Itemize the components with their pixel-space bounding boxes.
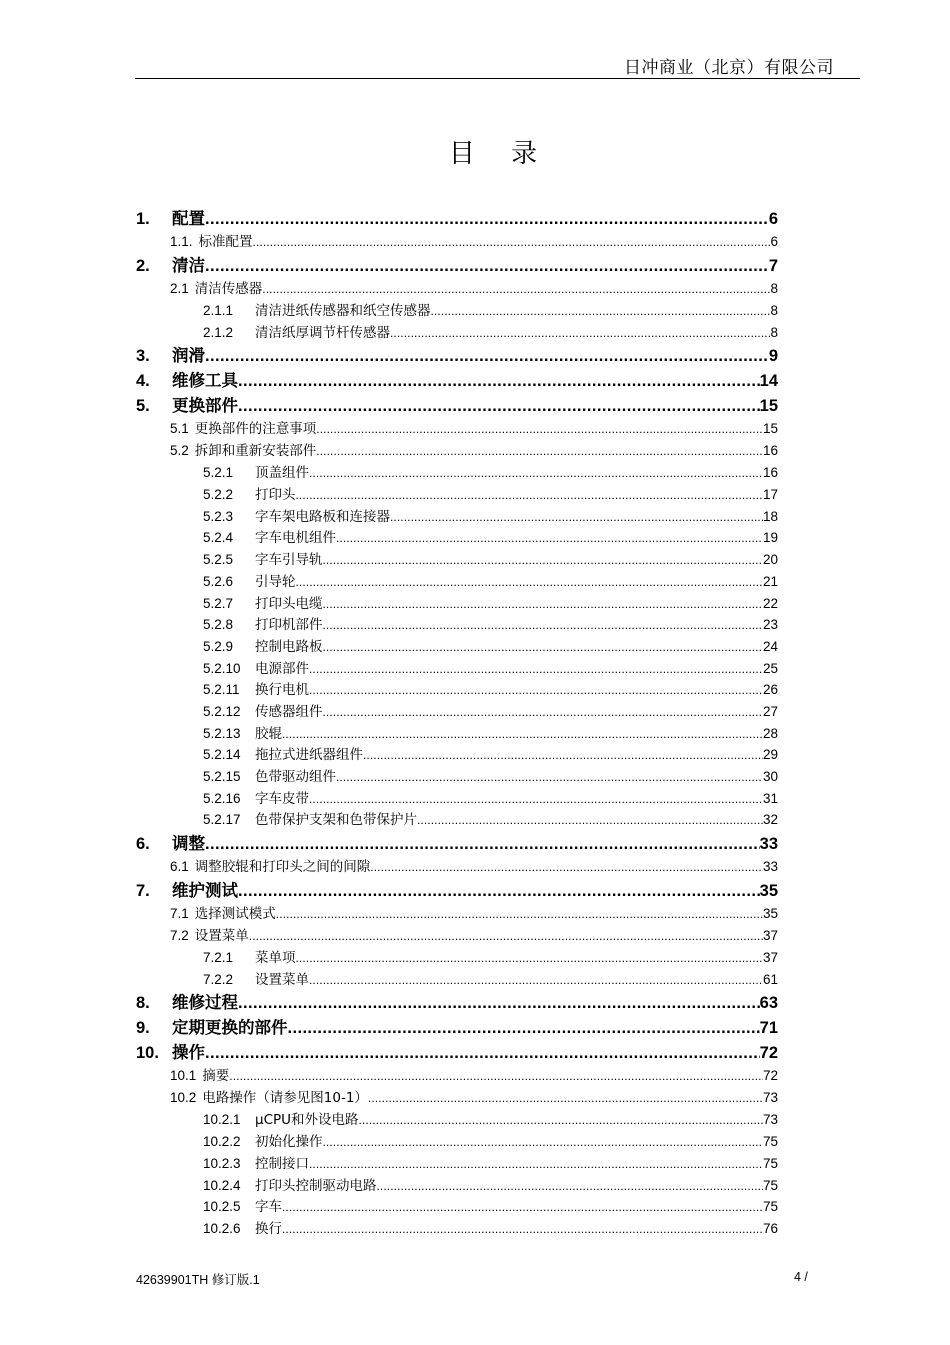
toc-entry[interactable] (136, 1174, 778, 1196)
toc-leader-dots (253, 235, 771, 249)
toc-entry-label: 维护测试 (172, 881, 238, 901)
toc-entry-page: 9 (768, 347, 778, 366)
toc-leader-dots (323, 640, 763, 654)
toc-entry-page: 37 (762, 928, 778, 944)
footer-document-id: 42639901TH 修订版.1 (136, 1273, 260, 1287)
toc-entry-number: 5.1 (170, 421, 189, 437)
toc-entry-page: 8 (770, 303, 778, 318)
toc-entry-label: 字车架电路板和连接器 (255, 508, 390, 525)
toc-entry-number: 7.2.1 (203, 950, 234, 966)
toc-entry[interactable] (136, 592, 778, 614)
toc-leader-dots (238, 882, 760, 901)
toc-leader-dots (205, 1044, 760, 1063)
toc-leader-dots (359, 1113, 763, 1127)
toc-entry[interactable] (136, 678, 778, 700)
toc-leader-dots (323, 1135, 763, 1149)
toc-leader-dots (205, 347, 769, 366)
toc-entry-page: 33 (759, 835, 778, 854)
toc-entry[interactable] (136, 1039, 778, 1064)
toc-entry-number: 5.2.4 (203, 530, 234, 546)
toc-entry-number: 5.2.16 (203, 790, 241, 806)
toc-entry-page: 20 (762, 552, 778, 568)
toc-leader-dots (417, 813, 763, 827)
toc-entry[interactable] (136, 808, 778, 830)
toc-entry[interactable] (136, 700, 778, 722)
toc-entry-label: 更换部件 (172, 396, 238, 416)
toc-entry-label: 拆卸和重新安装部件 (194, 443, 317, 460)
toc-entry-number: 8. (136, 994, 150, 1013)
toc-entry[interactable] (136, 765, 778, 787)
toc-entry[interactable] (136, 570, 778, 592)
toc-entry-page: 7 (768, 257, 778, 275)
toc-entry-label: 更换部件的注意事项 (194, 421, 317, 438)
toc-entry-label: 打印头控制驱动电路 (255, 1177, 377, 1194)
toc-entry-page: 75 (762, 1155, 778, 1171)
toc-entry[interactable] (136, 946, 778, 968)
toc-entry-page: 6 (768, 210, 778, 228)
toc-entry-number: 7.1 (170, 906, 189, 922)
toc-entry[interactable] (136, 439, 778, 461)
toc-leader-dots (282, 727, 763, 741)
toc-entry-number: 5.2.11 (203, 682, 240, 698)
toc-entry-number: 5.2.9 (203, 638, 234, 654)
toc-entry-label: μCPU和外设电路 (255, 1112, 359, 1129)
toc-entry-number: 5.2.1 (203, 465, 234, 481)
toc-entry-number: 2.1 (170, 281, 189, 296)
toc-entry-page: 75 (762, 1177, 778, 1193)
toc-entry-label: 设置菜单 (194, 928, 249, 945)
toc-entry[interactable] (136, 417, 778, 439)
toc-leader-dots (323, 618, 763, 632)
toc-entry-page: 71 (759, 1019, 778, 1038)
toc-entry-number: 10.2.2 (203, 1134, 241, 1150)
toc-entry-page: 75 (762, 1134, 778, 1150)
toc-entry[interactable] (136, 635, 778, 657)
toc-entry-page: 27 (762, 703, 778, 719)
toc-entry-label: 电路操作（请参见图10-1） (202, 1090, 368, 1107)
toc-entry-label: 操作 (172, 1043, 205, 1063)
toc-entry-number: 5.2.3 (203, 508, 234, 524)
toc-entry[interactable] (136, 787, 778, 809)
toc-leader-dots (309, 792, 763, 806)
toc-entry-page: 72 (759, 1044, 778, 1063)
toc-entry-number: 2. (136, 257, 150, 275)
toc-entry-page: 21 (762, 573, 778, 589)
toc-leader-dots (205, 210, 769, 229)
toc-leader-dots (296, 951, 763, 965)
toc-entry-page: 25 (762, 660, 778, 676)
toc-entry-number: 5.2.13 (203, 725, 241, 741)
toc-entry-number: 5.2.6 (203, 573, 234, 589)
toc-leader-dots (377, 1179, 763, 1193)
toc-entry-number: 6. (136, 835, 150, 854)
toc-entry-page: 35 (762, 906, 778, 922)
toc-entry-page: 8 (770, 324, 778, 340)
toc-entry[interactable] (136, 1064, 778, 1086)
toc-leader-dots (309, 1157, 763, 1171)
table-of-contents (136, 205, 778, 1239)
toc-entry-page: 31 (762, 790, 778, 806)
toc-entry-label: 胶辊 (255, 725, 282, 742)
toc-entry-page: 24 (762, 638, 778, 654)
toc-leader-dots (309, 973, 763, 987)
toc-leader-dots (276, 907, 763, 921)
toc-leader-dots (309, 466, 763, 480)
toc-entry[interactable] (136, 299, 778, 321)
toc-leader-dots (296, 575, 763, 589)
toc-entry-label: 菜单项 (255, 950, 296, 967)
toc-entry-label: 清洁进纸传感器和纸空传感器 (255, 303, 431, 319)
toc-entry[interactable] (136, 924, 778, 946)
toc-entry-label: 选择测试模式 (194, 906, 276, 923)
toc-entry-page: 30 (762, 769, 778, 784)
toc-entry-page: 16 (762, 465, 778, 481)
toc-entry-page: 17 (762, 487, 778, 503)
toc-entry[interactable] (136, 548, 778, 570)
toc-entry-number: 4. (136, 372, 150, 391)
toc-leader-dots (229, 1069, 763, 1083)
toc-entry-label: 标准配置 (198, 234, 253, 250)
toc-entry-number: 9. (136, 1019, 150, 1038)
toc-entry-number: 7.2.2 (203, 971, 234, 987)
toc-leader-dots (363, 748, 763, 762)
toc-entry-label: 润滑 (172, 346, 205, 366)
toc-entry-label: 打印头电缆 (255, 595, 323, 612)
toc-entry-number: 5.2.5 (203, 552, 234, 568)
toc-entry-label: 控制电路板 (255, 638, 323, 655)
toc-entry-number: 1. (136, 210, 150, 228)
toc-entry-label: 设置菜单 (255, 971, 309, 988)
toc-entry[interactable] (136, 1014, 778, 1039)
toc-entry[interactable] (136, 230, 778, 252)
toc-leader-dots (323, 705, 763, 719)
toc-entry-number: 10.2.6 (203, 1220, 241, 1236)
toc-entry-label: 配置 (172, 209, 205, 228)
toc-leader-dots (323, 597, 763, 611)
toc-entry[interactable] (136, 1130, 778, 1152)
toc-entry-label: 引导轮 (255, 573, 296, 590)
toc-entry-number: 6.1 (170, 859, 189, 875)
toc-entry-label: 换行电机 (255, 682, 309, 699)
toc-entry-label: 字车皮带 (255, 790, 309, 807)
toc-leader-dots (323, 553, 763, 567)
toc-entry-number: 5.2.8 (203, 617, 234, 633)
toc-entry[interactable] (136, 461, 778, 483)
toc-entry-page: 16 (762, 443, 778, 459)
page-title: 目 录 (448, 139, 552, 169)
toc-entry-label: 调整胶辊和打印头之间的间隙 (194, 859, 371, 876)
toc-leader-dots (238, 994, 760, 1013)
toc-entry-number: 5.2.2 (203, 487, 234, 503)
toc-entry-page: 18 (762, 508, 778, 524)
toc-entry-page: 19 (762, 530, 778, 546)
toc-leader-dots (368, 1091, 763, 1105)
toc-leader-dots (249, 929, 763, 943)
toc-entry-number: 5.2.17 (203, 812, 241, 828)
toc-entry-label: 控制接口 (255, 1155, 309, 1172)
toc-entry[interactable] (136, 505, 778, 527)
toc-entry[interactable] (136, 743, 778, 765)
toc-entry-page: 63 (759, 994, 778, 1013)
toc-entry[interactable] (136, 722, 778, 744)
toc-leader-dots (262, 282, 770, 296)
toc-entry-label: 清洁 (172, 256, 205, 275)
toc-leader-dots (370, 860, 763, 874)
toc-leader-dots (316, 444, 763, 458)
toc-entry[interactable] (136, 205, 778, 230)
toc-entry[interactable] (136, 526, 778, 548)
toc-leader-dots (309, 683, 763, 697)
toc-entry[interactable] (136, 1217, 778, 1239)
toc-entry-page: 76 (762, 1220, 778, 1236)
toc-entry[interactable] (136, 342, 778, 367)
toc-entry-number: 2.1.2 (203, 324, 234, 340)
toc-leader-dots (431, 304, 771, 318)
toc-entry-page: 72 (762, 1068, 778, 1084)
toc-entry-label: 传感器组件 (255, 703, 323, 720)
toc-entry-page: 75 (762, 1199, 778, 1215)
toc-entry-label: 打印机部件 (255, 617, 323, 634)
toc-entry-page: 26 (762, 682, 778, 698)
toc-entry-page: 29 (762, 747, 778, 763)
toc-entry[interactable] (136, 392, 778, 417)
toc-entry[interactable] (136, 877, 778, 902)
toc-entry[interactable] (136, 1195, 778, 1217)
toc-entry-number: 10.2.1 (203, 1112, 241, 1128)
toc-entry-page: 35 (759, 882, 778, 901)
toc-entry-label: 电源部件 (255, 660, 309, 677)
toc-leader-dots (296, 488, 763, 502)
toc-entry-label: 清洁传感器 (194, 281, 263, 297)
toc-entry-number: 10.2 (170, 1090, 197, 1106)
toc-entry[interactable] (136, 1086, 778, 1108)
toc-entry[interactable] (136, 657, 778, 679)
toc-entry[interactable] (136, 1152, 778, 1174)
toc-leader-dots (336, 531, 763, 545)
toc-entry-label: 初始化操作 (255, 1134, 323, 1151)
toc-entry[interactable] (136, 989, 778, 1014)
toc-entry-number: 5. (136, 397, 150, 416)
toc-entry-label: 色带保护支架和色带保护片 (255, 812, 417, 829)
toc-entry-number: 5.2.14 (203, 747, 241, 763)
toc-entry-number: 10. (136, 1044, 159, 1063)
toc-entry[interactable] (136, 483, 778, 505)
toc-entry-page: 15 (759, 397, 778, 416)
toc-entry[interactable] (136, 613, 778, 635)
toc-entry-number: 5.2 (170, 443, 189, 459)
toc-entry-label: 维修过程 (172, 993, 238, 1013)
toc-entry-number: 10.1 (170, 1068, 197, 1084)
toc-entry-label: 维修工具 (172, 371, 238, 391)
toc-entry-page: 32 (762, 812, 778, 828)
toc-entry-number: 10.2.4 (203, 1177, 241, 1193)
toc-entry[interactable] (136, 855, 778, 877)
toc-entry-page: 37 (762, 950, 778, 966)
toc-leader-dots (282, 1200, 763, 1214)
toc-entry-number: 3. (136, 347, 150, 366)
toc-entry-label: 字车引导轨 (255, 552, 323, 569)
header-company-name: 日冲商业（北京）有限公司 (624, 58, 834, 78)
toc-entry[interactable] (136, 252, 778, 277)
page-header (135, 58, 860, 79)
toc-entry-page: 15 (762, 421, 778, 437)
toc-entry-label: 打印头 (255, 487, 296, 504)
toc-entry-page: 8 (770, 281, 778, 296)
toc-entry-number: 5.2.7 (203, 595, 234, 611)
toc-leader-dots (316, 422, 763, 436)
toc-entry-number: 5.2.10 (203, 660, 241, 676)
toc-leader-dots (288, 1019, 760, 1038)
toc-entry-page: 73 (762, 1090, 778, 1106)
toc-entry-number: 7.2 (170, 928, 189, 944)
toc-leader-dots (309, 662, 763, 676)
toc-entry-number: 1.1. (170, 234, 193, 249)
toc-entry[interactable] (136, 321, 778, 343)
toc-entry-page: 61 (762, 971, 778, 987)
toc-entry-number: 5.2.15 (203, 769, 241, 784)
toc-entry-number: 10.2.3 (203, 1155, 241, 1171)
footer-page-number: 4 / (794, 1270, 808, 1284)
toc-leader-dots (336, 770, 763, 784)
toc-entry-label: 顶盖组件 (255, 465, 309, 482)
toc-leader-dots (238, 397, 760, 416)
toc-entry-label: 清洁纸厚调节杆传感器 (255, 324, 390, 341)
toc-entry-page: 73 (762, 1112, 778, 1128)
toc-entry-number: 7. (136, 882, 150, 901)
toc-entry[interactable] (136, 277, 778, 299)
toc-entry-page: 6 (770, 234, 778, 249)
toc-entry-label: 字车 (255, 1199, 282, 1216)
toc-entry-label: 调整 (172, 834, 205, 854)
toc-entry[interactable] (136, 1108, 778, 1130)
toc-leader-dots (282, 1222, 763, 1236)
toc-entry-page: 33 (762, 859, 778, 875)
toc-entry-label: 定期更换的部件 (172, 1018, 288, 1038)
toc-leader-dots (390, 510, 763, 524)
toc-entry-number: 5.2.12 (203, 703, 241, 719)
toc-entry-label: 摘要 (202, 1068, 230, 1085)
toc-entry-label: 换行 (255, 1220, 282, 1237)
toc-entry-number: 10.2.5 (203, 1199, 241, 1215)
toc-entry[interactable] (136, 968, 778, 990)
toc-leader-dots (205, 835, 760, 854)
toc-entry-page: 22 (762, 595, 778, 611)
toc-entry-number: 2.1.1 (203, 303, 234, 318)
toc-entry-label: 字车电机组件 (255, 530, 336, 547)
toc-entry-page: 14 (759, 372, 778, 391)
toc-leader-dots (238, 372, 760, 391)
toc-entry-page: 23 (762, 617, 778, 633)
toc-entry-label: 色带驱动组件 (255, 769, 336, 785)
toc-leader-dots (390, 326, 770, 340)
toc-entry[interactable] (136, 902, 778, 924)
toc-entry-label: 拖拉式进纸器组件 (255, 747, 363, 764)
toc-leader-dots (205, 257, 769, 276)
toc-entry[interactable] (136, 830, 778, 855)
toc-entry-page: 28 (762, 725, 778, 741)
toc-entry[interactable] (136, 367, 778, 392)
